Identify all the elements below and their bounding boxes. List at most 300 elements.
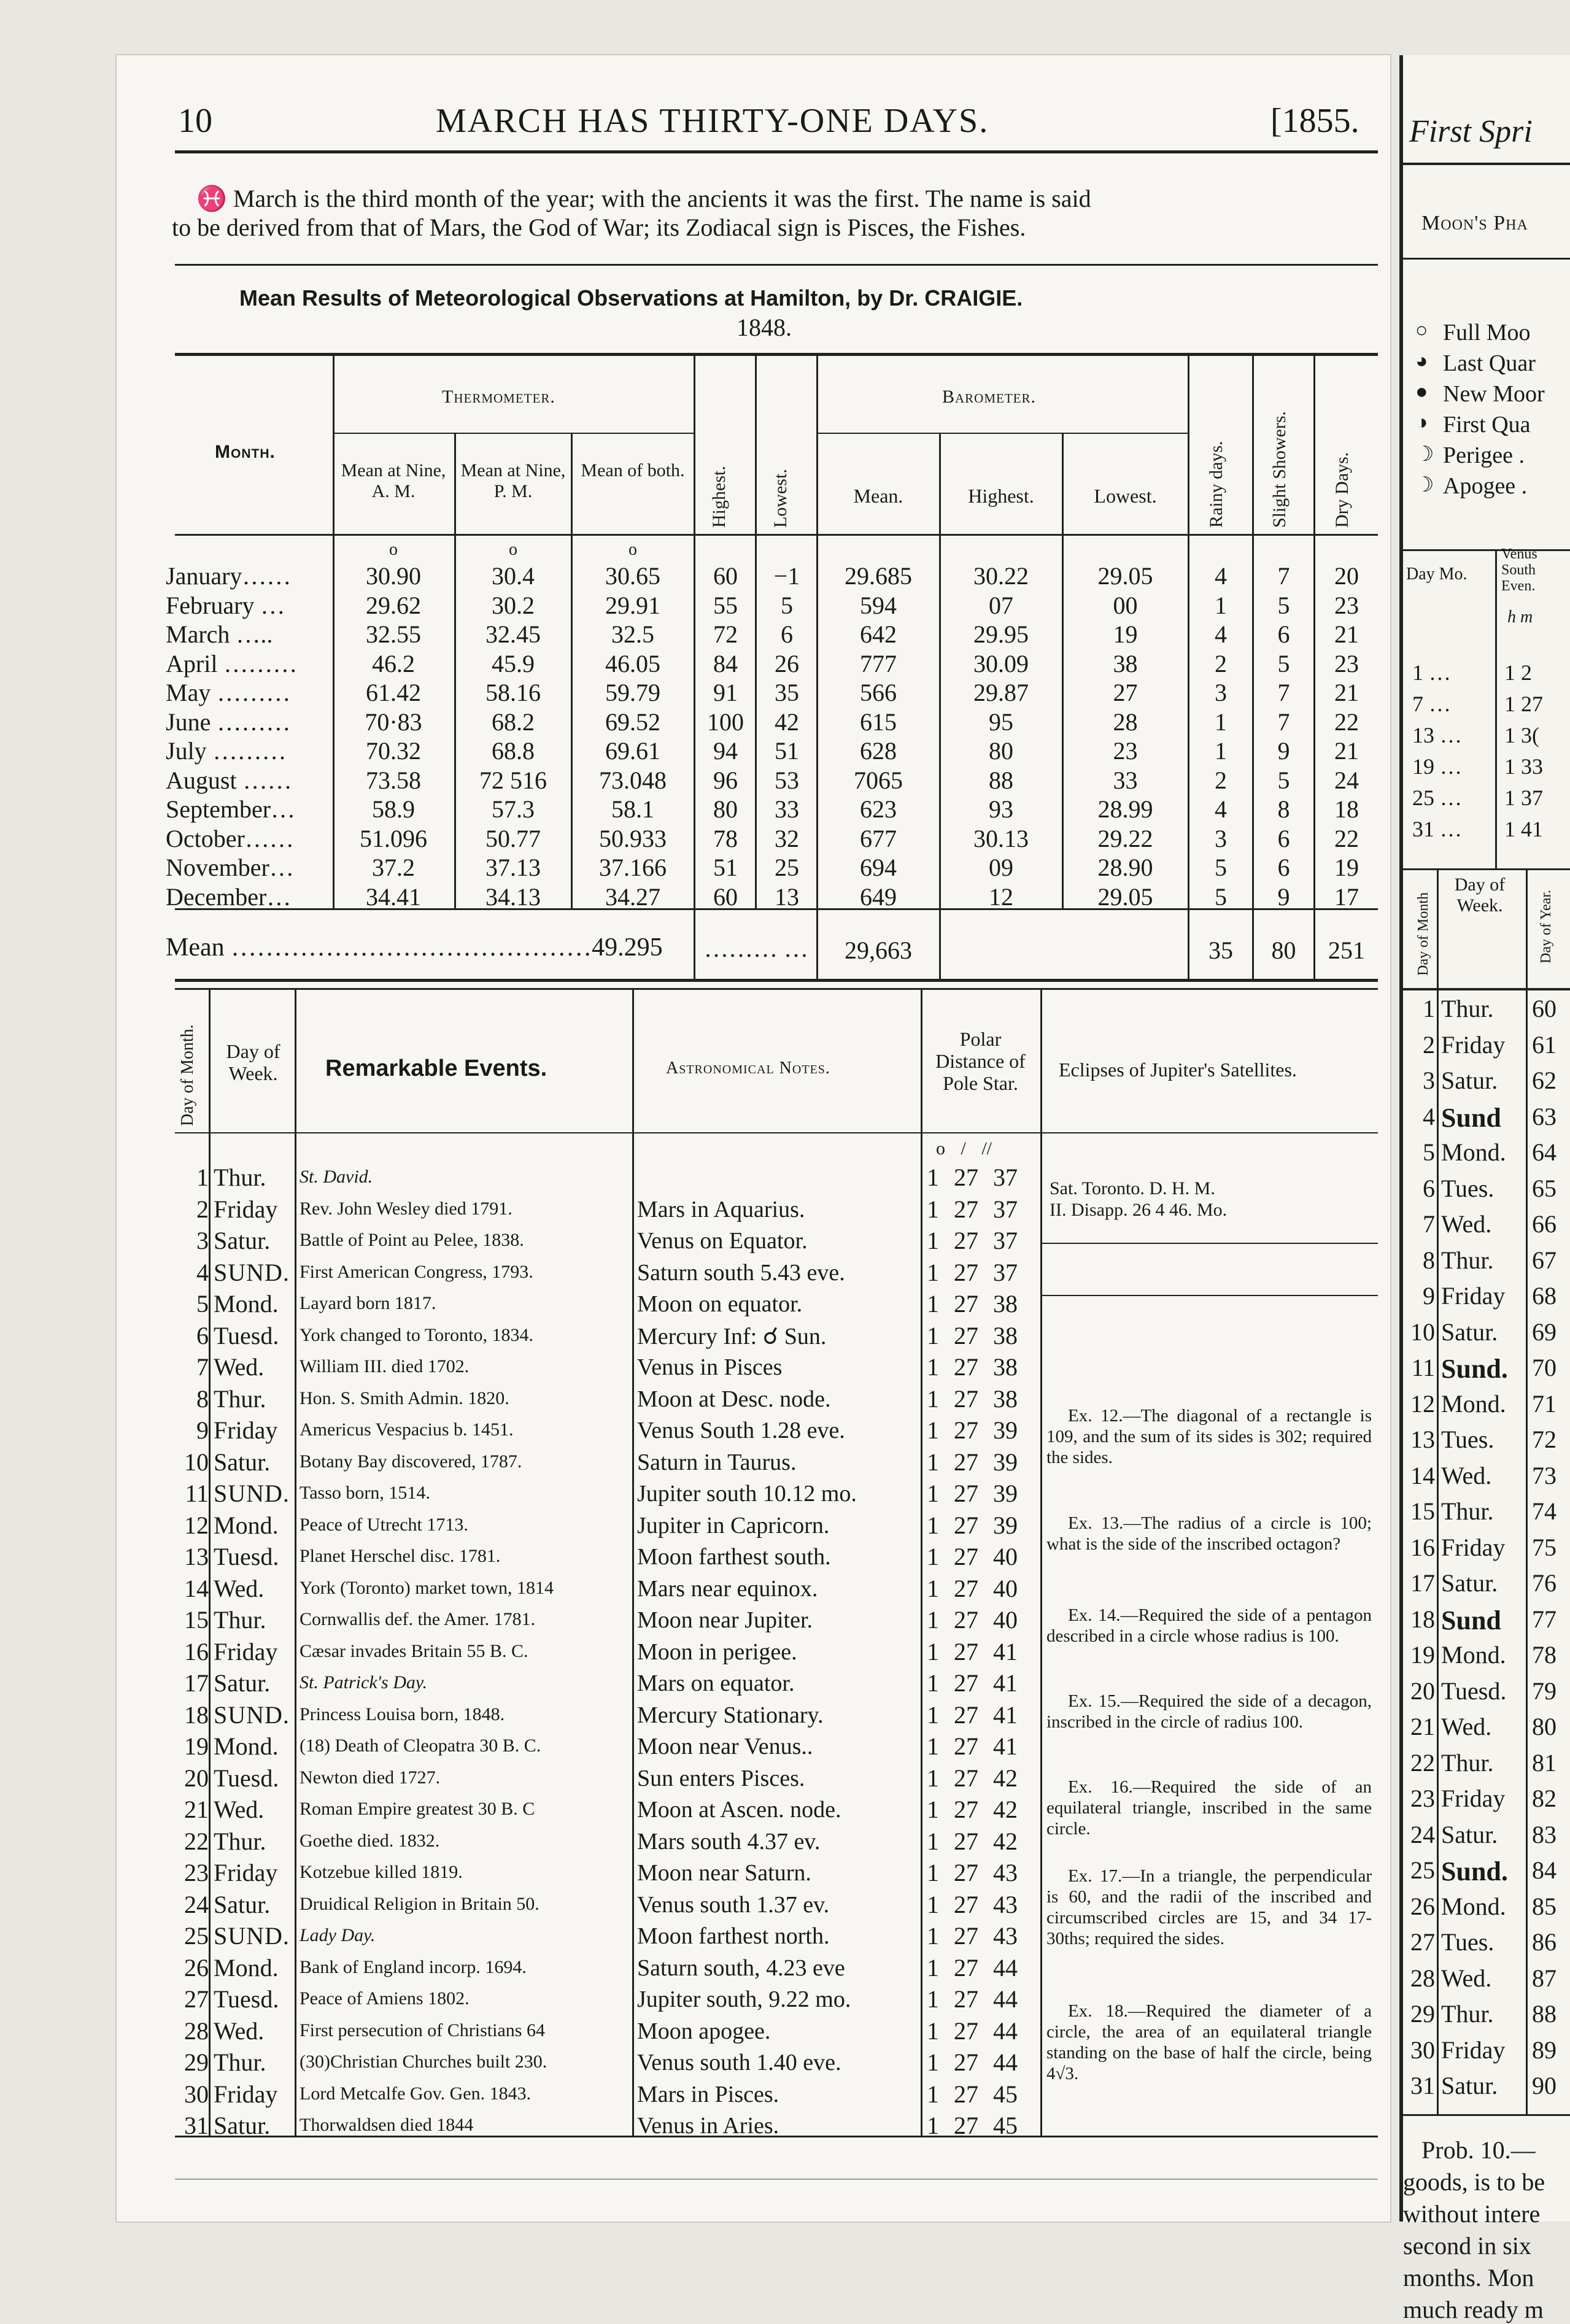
col-remarkable-events: Remarkable Events. (325, 1056, 547, 1081)
cal-event: Roman Empire greatest 30 B. C (300, 1799, 535, 1819)
met-cell-hi: 60 (713, 562, 738, 590)
side-day: 22 (1410, 1748, 1435, 1777)
col-dry: Dry Days. (1332, 452, 1352, 528)
cal-astro-note: Mercury Stationary. (637, 1702, 824, 1728)
cal-weekday: Tuesd. (214, 1321, 279, 1349)
cal-polar: 1 27 44 (927, 2048, 1018, 2076)
cal-event: Peace of Amiens 1802. (300, 1988, 470, 2009)
met-cell-d: 24 (1334, 766, 1359, 794)
intro-line-1: March is the third month of the year; with the ancients it was the first. The name is said (233, 185, 1091, 212)
met-cell-bh: 30.22 (973, 562, 1029, 590)
side-weekday: Wed. (1441, 1713, 1492, 1740)
met-cell-c: 37.166 (599, 854, 667, 881)
cal-astro-note: Moon on equator. (637, 1291, 803, 1317)
met-cell-d: 17 (1334, 882, 1359, 911)
cal-weekday: SUND. (214, 1701, 290, 1729)
met-cell-month: May ……… (166, 679, 291, 706)
met-cell-bm: 7065 (854, 766, 903, 794)
cal-head-rule (175, 1132, 1378, 1133)
exercise: Ex. 14.—Required the side of a pentagon described in a circle whose radius is 100. (1046, 1605, 1372, 1646)
met-cell-bm: 594 (860, 591, 897, 619)
met-cell-bl: 28 (1113, 708, 1138, 736)
side-day-of-year: 64 (1532, 1138, 1556, 1166)
exercise: Ex. 17.—In a triangle, the perpendicular is 60, and the radii of the inscribed and circumscribed circles are 15, and 34 17-30ths; required the sides. (1046, 1866, 1372, 1948)
side-weekday: Sund. (1441, 1354, 1508, 1384)
page-year: [1855. (1270, 102, 1359, 140)
col-nine-pm: Mean at Nine, P. M. (460, 460, 566, 501)
met-cell-bm: 615 (860, 708, 897, 736)
side-t-venus: 1 27 (1504, 692, 1543, 716)
cal-day: 30 (184, 2080, 209, 2108)
side-day: 25 (1410, 1856, 1435, 1884)
cal-weekday: Thur. (214, 1384, 266, 1413)
cal-astro-note: Moon in perigee. (637, 1639, 797, 1665)
cal-astro-note: Saturn south, 4.23 eve (637, 1955, 845, 1981)
side-problem-line: without intere (1403, 2200, 1541, 2228)
met-cell-bh: 29.87 (973, 679, 1029, 706)
cal-day: 12 (184, 1511, 209, 1539)
met-cell-lo: −1 (773, 562, 800, 590)
cal-day: 26 (184, 1953, 209, 1982)
met-cell-month: January…… (166, 562, 292, 590)
intro-rule (175, 264, 1378, 266)
met-cell-s: 5 (1277, 766, 1290, 794)
met-cell-hi: 55 (713, 591, 738, 619)
met-cell-c: 69.61 (605, 737, 660, 765)
met-cell-hi: 84 (713, 649, 738, 678)
cal-astro-note: Mars south 4.37 ev. (637, 1828, 821, 1855)
side-day-of-year: 68 (1532, 1282, 1556, 1310)
met-bottom-rule (175, 979, 1378, 982)
met-cell-d: 19 (1334, 854, 1359, 881)
met-cell-s: 5 (1277, 649, 1290, 678)
col-bar-mean: Mean. (853, 485, 903, 507)
cal-event: Rev. John Wesley died 1791. (300, 1198, 512, 1219)
moon-phase: First Qua (1443, 412, 1531, 438)
col-bar-lowest: Lowest. (1094, 485, 1157, 507)
cal-weekday: Friday (214, 2080, 278, 2108)
cal-vline (209, 988, 211, 2136)
met-cell-d: 20 (1334, 562, 1359, 590)
met-group-rule (333, 433, 694, 434)
side-vline (1437, 868, 1439, 2114)
cal-polar: 1 27 41 (927, 1732, 1018, 1760)
side-day: 13 (1410, 1426, 1435, 1453)
met-cell-s: 9 (1277, 737, 1290, 765)
cal-polar: 1 27 42 (927, 1764, 1018, 1792)
page-title: MARCH HAS THIRTY-ONE DAYS. (436, 102, 989, 140)
cal-polar: 1 27 41 (927, 1701, 1018, 1729)
side-day: 6 (1423, 1174, 1435, 1202)
met-cell-b: 68.2 (492, 708, 535, 736)
met-cell-month: August …… (166, 766, 292, 794)
col-month: Month. (215, 442, 276, 462)
cal-day: 24 (184, 1890, 209, 1918)
met-cell-a: 29.62 (366, 591, 421, 619)
met-cell-b: 34.13 (485, 882, 541, 911)
cal-polar: 1 27 37 (927, 1227, 1018, 1254)
side-day-of-year: 90 (1532, 2072, 1556, 2099)
moon-phase: Last Quar (1443, 350, 1536, 376)
met-vline (1313, 353, 1315, 979)
side-day: 5 (1423, 1138, 1435, 1166)
cal-polar: 1 27 40 (927, 1574, 1018, 1602)
side-day: 1 (1423, 995, 1435, 1022)
side-weekday: Friday (1441, 1785, 1506, 1812)
met-cell-bm: 623 (860, 795, 897, 823)
cal-event: Goethe died. 1832. (300, 1830, 440, 1851)
cal-polar: 1 27 40 (927, 1606, 1018, 1634)
cal-event: Newton died 1727. (300, 1767, 441, 1788)
cal-weekday: Satur. (214, 1890, 271, 1918)
cal-astro-note: Moon farthest north. (637, 1923, 830, 1949)
met-cell-bl: 28.90 (1097, 854, 1153, 881)
side-weekday: Sund (1441, 1102, 1501, 1133)
cal-weekday: Satur. (214, 1448, 271, 1476)
cal-weekday: Tuesd. (214, 1985, 279, 2013)
cal-event: Cornwallis def. the Amer. 1781. (300, 1609, 536, 1629)
met-cell-a: 61.42 (366, 679, 421, 706)
cal-event: Lord Metcalfe Gov. Gen. 1843. (300, 2083, 532, 2104)
cal-vline (1040, 988, 1042, 2136)
side-day-of-year: 71 (1532, 1389, 1556, 1418)
met-cell-bh: 88 (989, 766, 1013, 794)
cal-day: 13 (184, 1543, 209, 1570)
met-cell-hi: 91 (713, 679, 738, 706)
met-vline (571, 433, 573, 908)
cal-weekday: Satur. (214, 2112, 271, 2139)
met-cell-d: 22 (1334, 708, 1359, 736)
met-cell-lo: 25 (775, 854, 799, 881)
met-cell-hi: 96 (713, 766, 738, 794)
cal-weekday: Mond. (214, 1732, 279, 1760)
cal-astro-note: Venus on Equator. (637, 1228, 808, 1254)
cal-day: 20 (184, 1764, 209, 1792)
side-day-of-year: 88 (1532, 2000, 1556, 2028)
met-cell-bm: 628 (860, 737, 897, 765)
side-day: 9 (1423, 1282, 1435, 1310)
cal-event: York (Toronto) market town, 1814 (300, 1577, 554, 1598)
side-day: 18 (1410, 1605, 1435, 1633)
cal-day: 2 (196, 1195, 209, 1223)
side-units: h m (1507, 608, 1533, 627)
met-cell-month: September… (166, 795, 296, 823)
met-vline (694, 353, 695, 979)
met-cell-d: 21 (1334, 679, 1359, 706)
cal-event: Thorwaldsen died 1844 (300, 2115, 474, 2135)
met-cell-d: 21 (1334, 620, 1359, 648)
met-cell-bl: 28.99 (1097, 795, 1153, 823)
met-cell-a: 70·83 (365, 708, 422, 736)
met-cell-lo: 5 (781, 591, 793, 619)
met-cell-month: April ……… (166, 649, 298, 678)
side-day-of-year: 65 (1532, 1174, 1556, 1202)
met-cell-hi: 72 (713, 620, 738, 648)
cal-astro-note: Moon near Jupiter. (637, 1607, 813, 1633)
cal-astro-note: Moon apogee. (637, 2018, 771, 2044)
side-day: 24 (1410, 1820, 1435, 1848)
polar-units: o / // (936, 1138, 992, 1159)
met-cell-b: 58.16 (485, 679, 541, 706)
met-cell-lo: 32 (775, 824, 799, 852)
side-rule (1403, 163, 1570, 165)
side-weekday: Mond. (1441, 1138, 1506, 1166)
side-rule (1403, 2114, 1570, 2116)
cal-astro-note: Jupiter south, 9.22 mo. (637, 1986, 851, 2012)
cal-astro-note: Venus in Pisces (637, 1354, 783, 1380)
met-cell-hi: 78 (713, 824, 738, 852)
met-mean-dots: ……… … (704, 935, 808, 962)
side-day-of-year: 87 (1532, 1964, 1556, 1992)
side-day: 4 (1423, 1102, 1435, 1130)
met-cell-hi: 60 (713, 882, 738, 911)
met-year: 1848. (737, 314, 792, 341)
cal-astro-note: Moon farthest south. (637, 1544, 831, 1570)
cal-polar: 1 27 45 (927, 2080, 1018, 2108)
side-t-day: 31 … (1412, 817, 1462, 841)
met-cell-month: June ……… (166, 708, 291, 736)
cal-day: 23 (184, 1859, 209, 1886)
met-vline (1062, 433, 1064, 908)
side-problem-line: Prob. 10.— (1421, 2136, 1536, 2164)
side-weekday: Friday (1441, 2036, 1506, 2064)
side-problem-line: months. Mon (1403, 2264, 1534, 2291)
cal-vline (295, 988, 296, 2136)
cal-day: 11 (185, 1480, 209, 1507)
side-day: 8 (1423, 1246, 1435, 1274)
side-day: 26 (1410, 1892, 1435, 1920)
side-weekday: Satur. (1441, 1820, 1498, 1848)
met-cell-month: February … (166, 591, 285, 619)
header-rule (175, 150, 1378, 153)
met-cell-lo: 35 (775, 679, 799, 706)
met-cell-r: 3 (1215, 824, 1227, 852)
met-cell-c: 73.048 (599, 766, 667, 794)
cal-polar: 1 27 42 (927, 1827, 1018, 1855)
side-day: 31 (1410, 2072, 1435, 2099)
met-cell-c: 46.05 (605, 649, 660, 678)
met-cell-lo: 6 (781, 620, 793, 648)
cal-day: 16 (184, 1637, 209, 1666)
met-cell-d: 23 (1334, 649, 1359, 678)
side-col-day-week: Day of Week. (1454, 874, 1506, 916)
side-day-of-year: 86 (1532, 1928, 1556, 1956)
met-cell-bl: 23 (1113, 737, 1138, 765)
cal-event: Princess Louisa born, 1848. (300, 1704, 505, 1724)
side-t-day: 25 … (1412, 786, 1462, 810)
side-t-day: 1 … (1412, 660, 1451, 685)
side-rule (1403, 988, 1570, 990)
cal-astro-note: Saturn in Taurus. (637, 1449, 797, 1475)
side-day-of-year: 61 (1532, 1030, 1556, 1059)
col-polar-distance: Polar Distance of Pole Star. (935, 1028, 1026, 1094)
met-cell-bl: 29.05 (1097, 562, 1153, 590)
cal-weekday: Wed. (214, 2017, 265, 2045)
cal-event: First persecution of Christians 64 (300, 2020, 545, 2040)
side-day: 10 (1410, 1318, 1435, 1346)
side-day-of-year: 84 (1532, 1856, 1556, 1884)
met-cell-a: 34.41 (366, 882, 421, 911)
cal-day: 14 (184, 1574, 209, 1602)
exercise: Ex. 18.—Required the diameter of a circle, the area of an equilateral triangle standing on the base of half the circle, being 4√3. (1046, 2001, 1372, 2083)
side-t-day: 13 … (1412, 723, 1462, 747)
cal-astro-note: Jupiter in Capricorn. (637, 1512, 830, 1538)
met-cell-r: 1 (1215, 708, 1227, 736)
side-weekday: Satur. (1441, 1318, 1498, 1346)
cal-polar: 1 27 44 (927, 2017, 1018, 2045)
side-day-of-year: 85 (1532, 1892, 1556, 1920)
met-cell-lo: 51 (775, 737, 799, 765)
cal-event: Planet Herschel disc. 1781. (300, 1546, 501, 1566)
side-day: 16 (1410, 1533, 1435, 1561)
side-col-day-year: Day of Year. (1538, 890, 1554, 963)
degree-mark: o (628, 540, 637, 559)
side-day-of-year: 73 (1532, 1461, 1556, 1489)
side-weekday: Thur. (1441, 995, 1494, 1022)
side-day: 28 (1410, 1964, 1435, 1992)
cal-day: 31 (184, 2112, 209, 2139)
met-cell-c: 59.79 (605, 679, 660, 706)
cal-astro-note: Saturn south 5.43 eve. (637, 1259, 845, 1286)
exercise: Ex. 15.—Required the side of a decagon, inscribed in the circle of radius 100. (1046, 1691, 1372, 1732)
cal-day: 27 (184, 1985, 209, 2013)
moon-phase-icon: ◕ (1415, 350, 1428, 373)
cal-polar: 1 27 37 (927, 1164, 1018, 1191)
side-day-of-year: 76 (1532, 1569, 1556, 1597)
cal-event: St. David. (300, 1167, 373, 1187)
met-cell-bm: 677 (860, 824, 897, 852)
met-cell-b: 68.8 (492, 737, 535, 765)
cal-weekday: Mond. (214, 1511, 279, 1539)
met-cell-a: 46.2 (372, 649, 415, 678)
cal-astro-note: Moon near Saturn. (637, 1860, 811, 1886)
cal-astro-note: Mars on equator. (637, 1670, 795, 1696)
cal-weekday: Tuesd. (214, 1764, 279, 1792)
cal-weekday: Wed. (214, 1574, 265, 1602)
side-day: 20 (1410, 1677, 1435, 1705)
met-cell-bl: 19 (1113, 620, 1138, 648)
degree-mark: o (389, 540, 398, 559)
met-cell-c: 50.933 (599, 824, 667, 852)
col-mean-both: Mean of both. (581, 460, 685, 481)
cal-weekday: Thur. (214, 2048, 266, 2076)
side-weekday: Friday (1441, 1030, 1506, 1059)
met-cell-s: 6 (1277, 620, 1290, 648)
met-cell-a: 58.9 (372, 795, 415, 823)
col-nine-am: Mean at Nine, A. M. (341, 460, 446, 501)
cal-vline (632, 988, 634, 2136)
cal-event: Peace of Utrecht 1713. (300, 1514, 468, 1535)
met-cell-bh: 09 (989, 854, 1013, 881)
met-cell-r: 2 (1215, 649, 1227, 678)
cal-event: Hon. S. Smith Admin. 1820. (300, 1388, 509, 1408)
cal-day: 25 (184, 1922, 209, 1950)
cal-weekday: Thur. (214, 1164, 266, 1191)
side-day: 15 (1410, 1497, 1435, 1525)
side-day: 11 (1411, 1354, 1435, 1381)
met-cell-hi: 80 (713, 795, 738, 823)
side-day-of-year: 69 (1532, 1318, 1556, 1346)
side-vline (1526, 868, 1528, 2114)
met-cell-d: 22 (1334, 824, 1359, 852)
cal-weekday: Friday (214, 1195, 278, 1223)
side-weekday: Friday (1441, 1533, 1506, 1561)
cal-event: St. Patrick's Day. (300, 1672, 428, 1693)
side-day-of-year: 83 (1532, 1820, 1556, 1848)
cal-astro-note: Jupiter south 10.12 mo. (637, 1481, 857, 1507)
met-cell-month: March ….. (166, 620, 273, 648)
met-cell-bl: 33 (1113, 766, 1138, 794)
side-problem-line: goods, is to be (1403, 2168, 1545, 2196)
met-cell-b: 72 516 (479, 766, 547, 794)
cal-day: 22 (184, 1827, 209, 1855)
cal-event: First American Congress, 1793. (300, 1261, 533, 1282)
eclipse-rule (1040, 1295, 1378, 1296)
cal-day: 3 (196, 1227, 209, 1254)
eclipse-rule (1040, 1243, 1378, 1244)
cal-weekday: Thur. (214, 1827, 266, 1855)
cal-day: 19 (184, 1732, 209, 1760)
met-cell-b: 32.45 (485, 620, 541, 648)
cal-day: 4 (196, 1258, 209, 1286)
cal-event: (30)Christian Churches built 230. (300, 2052, 547, 2072)
moon-phase: Apogee . (1443, 473, 1528, 499)
cal-event: Layard born 1817. (300, 1293, 436, 1313)
eclipse-line: II. Disapp. 26 4 46. Mo. (1050, 1200, 1228, 1220)
intro-text (172, 184, 1375, 242)
side-t-venus: 1 33 (1504, 754, 1543, 779)
page-number: 10 (178, 102, 212, 140)
cal-polar: 1 27 39 (927, 1448, 1018, 1476)
cal-polar: 1 27 38 (927, 1384, 1018, 1413)
side-t-day: 7 … (1412, 692, 1451, 716)
met-vline (1188, 353, 1189, 979)
met-cell-bm: 642 (860, 620, 897, 648)
col-thermometer: Thermometer. (442, 387, 555, 407)
met-cell-bh: 80 (989, 737, 1013, 765)
cal-polar: 1 27 44 (927, 1953, 1018, 1982)
col-barometer: Barometer. (942, 387, 1037, 407)
side-t-venus: 1 2 (1504, 660, 1532, 685)
met-cell-bl: 29.05 (1097, 882, 1153, 911)
cal-polar: 1 27 39 (927, 1416, 1018, 1444)
met-cell-bh: 30.09 (973, 649, 1029, 678)
cal-day: 6 (196, 1321, 209, 1349)
side-weekday: Tues. (1441, 1174, 1495, 1202)
cal-polar: 1 27 39 (927, 1480, 1018, 1507)
cal-day: 8 (196, 1384, 209, 1413)
met-cell-month: July ……… (166, 737, 287, 765)
cal-weekday: Friday (214, 1416, 278, 1444)
moon-phase: New Moor (1443, 381, 1545, 407)
side-t-venus: 1 41 (1504, 817, 1543, 841)
cal-event: Battle of Point au Pelee, 1838. (300, 1230, 524, 1250)
cal-polar: 1 27 41 (927, 1669, 1018, 1697)
met-cell-bm: 566 (860, 679, 897, 706)
side-day: 19 (1410, 1641, 1435, 1669)
cal-astro-note: Venus south 1.40 eve. (637, 2050, 841, 2075)
side-weekday: Sund (1441, 1605, 1501, 1635)
met-cell-a: 30.90 (366, 562, 421, 590)
exercise: Ex. 12.—The diagonal of a rectangle is 109, and the sum of its sides is 302; required the sides. (1046, 1406, 1372, 1467)
cal-polar: 1 27 37 (927, 1195, 1018, 1223)
cal-astro-note: Moon at Desc. node. (637, 1386, 831, 1412)
met-cell-a: 51.096 (360, 824, 427, 852)
moon-phase-icon: ☽ (1415, 474, 1434, 496)
side-day-of-year: 80 (1532, 1713, 1556, 1740)
met-mean-bar: 29,663 (845, 936, 912, 964)
cal-event: William III. died 1702. (300, 1356, 470, 1376)
